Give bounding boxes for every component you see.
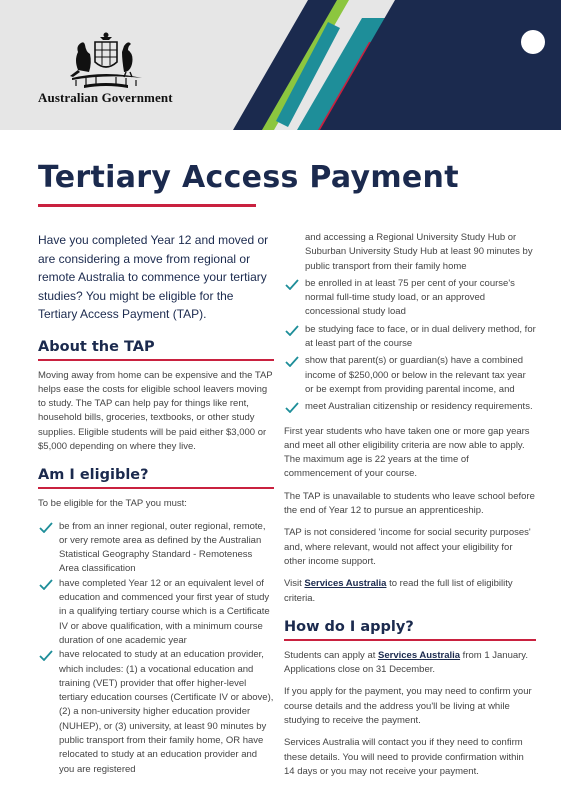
check-icon (285, 325, 299, 336)
eligibility-heading: Am I eligible? (38, 467, 274, 489)
criteria-text: have relocated to study at an education provider, which includes: (1) a vocational education and training (VET) provider that offer higher-level tertiary education courses (Certificate IV or above), (2) a non-university higher education provider (NUHEP), or (3) university, at least 90 minutes by public transport from their family home, OR have relocated to study at an education provider and you are registered (59, 649, 274, 775)
about-heading: About the TAP (38, 339, 274, 361)
list-item (284, 277, 536, 320)
apply-section (284, 618, 536, 779)
right-column (284, 231, 536, 779)
about-section (38, 338, 274, 455)
criteria-text: have completed Year 12 or an equivalent level of education and commenced your first year of study in a qualifying tertiary course which is a Certificate IV or above qualification, with a minimum course duration of one academic year (59, 577, 270, 646)
check-icon (285, 402, 299, 413)
eligibility-section (38, 466, 274, 777)
intro-text: Have you completed Year 12 and moved or are considering a move from regional or remote Australia to commence your tertiary studies? You might be eligible for the Tertiary Access Payment (TAP). (38, 233, 269, 321)
title-underline (38, 204, 256, 207)
criteria-text: be studying face to face, or in dual delivery method, for at least part of the course (305, 323, 536, 350)
criteria-text: be from an inner regional, outer regional, remote, or very remote area as defined by the Australian Statistical Geography Standard - Remoteness Area classification (59, 520, 266, 575)
criteria-list-left (38, 520, 274, 777)
page-title: Tertiary Access Payment (38, 160, 459, 195)
services-australia-link[interactable]: Services Australia (304, 578, 387, 590)
apply-suffix: from 1 January. Applications close on 31 December. (284, 649, 528, 676)
list-item (284, 400, 536, 414)
list-item (38, 577, 274, 648)
apply-heading: How do I apply? (284, 619, 536, 641)
apply-prefix: Students can apply at (284, 649, 379, 661)
visit-suffix: to read the full list of eligibility criteria. (284, 578, 513, 604)
check-icon (285, 356, 299, 367)
gap-year-text: First year students who have taken one or more gap years and meet all other eligibility criteria are now able to apply. The maximum age is 22 years at the time of commencement of your course. (284, 425, 530, 480)
services-australia-apply-link[interactable]: Services Australia (378, 649, 461, 661)
visit-text (284, 577, 536, 606)
list-item (38, 520, 274, 577)
criteria-continued: and accessing a Regional University Study Hub or Suburban University Study Hub at least 90 minutes by public transport from their family home (305, 232, 533, 272)
list-item (38, 648, 274, 777)
about-text: Moving away from home can be expensive and the TAP helps ease the costs for eligible school leavers moving to study. The TAP can help pay for things like rent, household bills, groceries, textbooks, or other study supplies. Eligible students will be paid either $3,000 or $5,000 depending on where they live. (38, 369, 273, 452)
check-icon (39, 650, 53, 661)
criteria-text: meet Australian citizenship or residency requirements. (305, 401, 533, 413)
criteria-list-right (284, 277, 536, 415)
visit-prefix: Visit (284, 578, 305, 590)
apprenticeship-text: The TAP is unavailable to students who leave school before the end of Year 12 to pursue an apprenticeship. (284, 490, 535, 517)
government-name: Australian Government (38, 90, 173, 105)
list-item (284, 354, 536, 397)
criteria-text: be enrolled in at least 75 per cent of your course's normal full-time study load, or an approved concessional study load (305, 277, 515, 318)
contact-text: Services Australia will contact you if they need to confirm these details. You will need to provide confirmation within 14 days or you may not receive your payment. (284, 737, 524, 777)
criteria-text: show that parent(s) or guardian(s) have a combined income of $250,000 or below in the relevant tax year or be exempt from providing parental income, and (305, 355, 526, 395)
coat-of-arms-icon (64, 30, 150, 90)
confirm-details-text: If you apply for the payment, you may need to confirm your course details and the address you'll be living at while studying to receive the payment. (284, 686, 532, 727)
header-band (0, 0, 561, 130)
check-icon (39, 579, 53, 590)
check-icon (285, 279, 299, 290)
income-note-text: TAP is not considered 'income for social security purposes' and, where relevant, would not affect your eligibility for other income support. (284, 527, 531, 567)
apply-text (284, 649, 536, 678)
check-icon (39, 522, 53, 533)
left-column (38, 231, 274, 777)
eligibility-lead: To be eligible for the TAP you must: (38, 498, 187, 510)
list-item (284, 323, 536, 352)
